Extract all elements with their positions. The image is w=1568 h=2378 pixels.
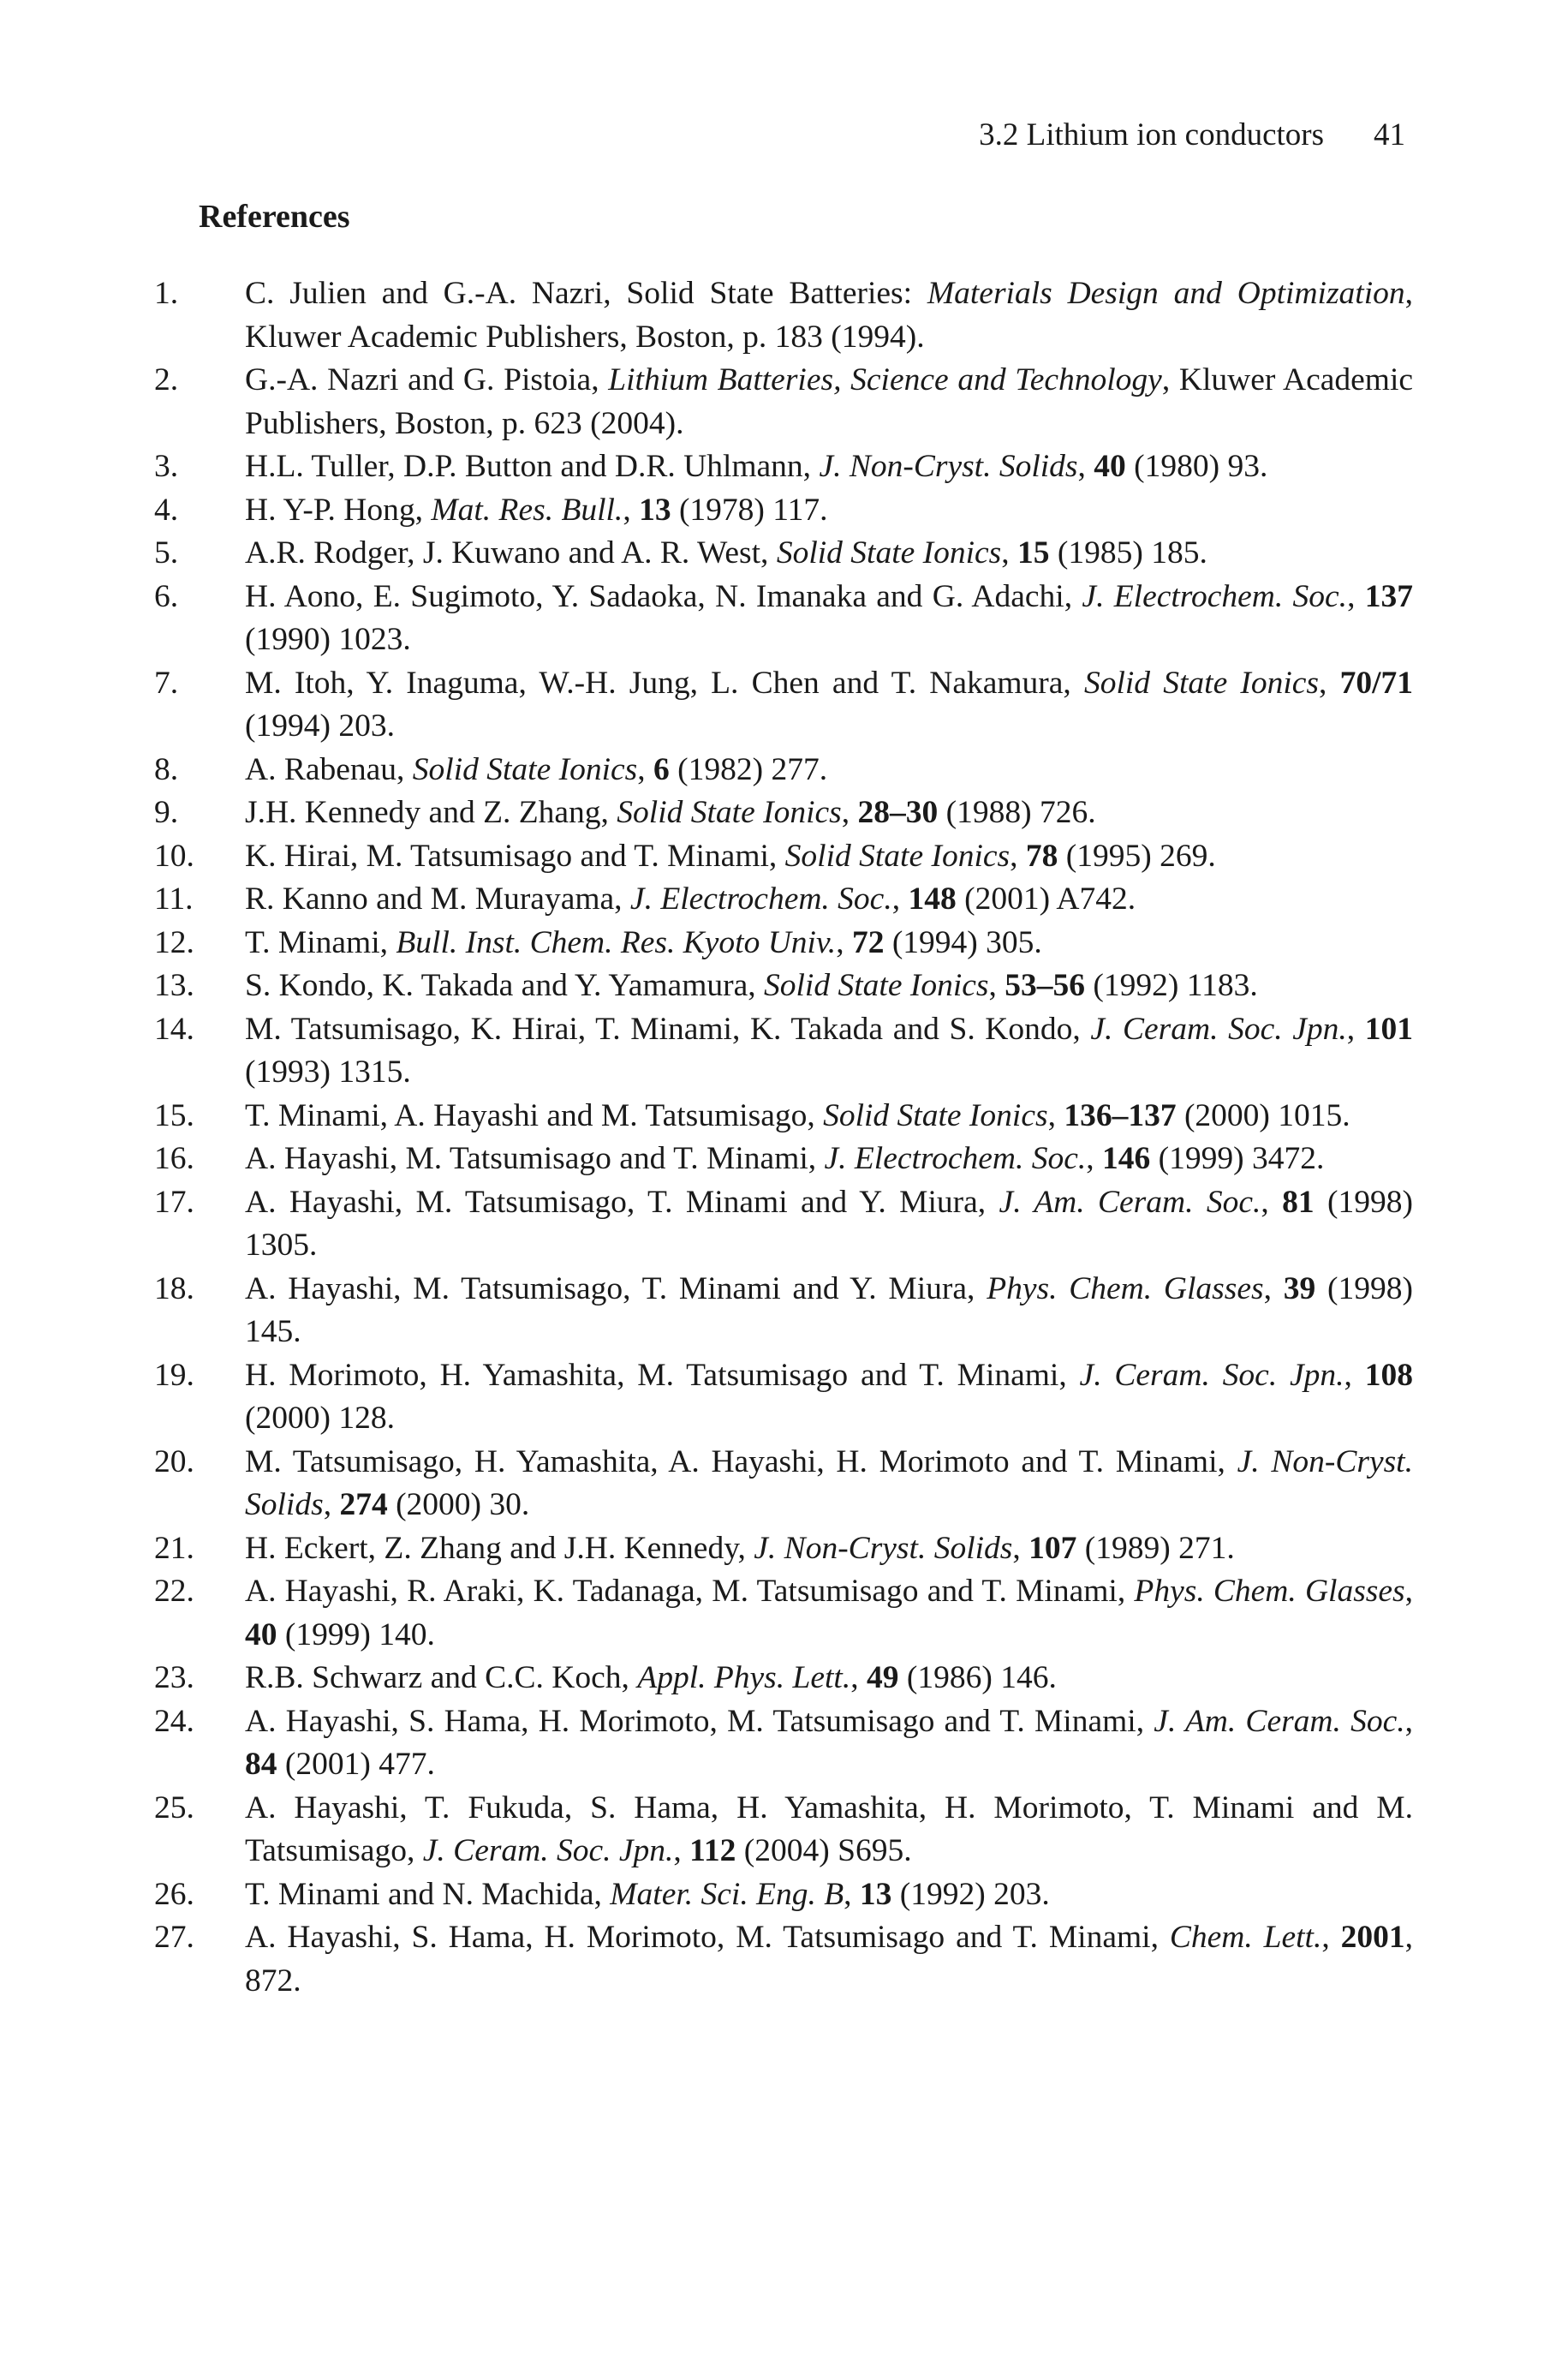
reference-segment: , (1319, 665, 1340, 701)
reference-source-title: Solid State Ionics (1083, 665, 1320, 701)
reference-volume: 53–56 (1005, 968, 1085, 1003)
reference-source-title: J. Electrochem. Soc. (1082, 578, 1348, 614)
reference-source-title: J. Am. Ceram. Soc. (999, 1184, 1261, 1220)
reference-item (154, 1441, 1413, 1527)
reference-number: 21. (154, 1530, 194, 1566)
reference-item (154, 1181, 1413, 1268)
reference-volume: 15 (1017, 535, 1050, 571)
reference-segment: (1994) 203. (245, 708, 395, 744)
reference-text (245, 968, 1258, 1003)
reference-number: 16. (154, 1141, 194, 1176)
reference-item (154, 835, 1413, 879)
reference-source-title: Mater. Sci. Eng. B (610, 1876, 844, 1912)
reference-text (245, 1574, 1413, 1652)
reference-segment: (1988) 726. (938, 795, 1096, 830)
reference-segment: A. Rabenau, (245, 751, 413, 787)
reference-segment: (1980) 93. (1125, 449, 1268, 484)
reference-number: 14. (154, 1011, 194, 1047)
reference-source-title: J. Non-Cryst. Solids (754, 1530, 1013, 1566)
reference-segment: M. Tatsumisago, K. Hirai, T. Minami, K. Takada and S. Kondo, (245, 1011, 1091, 1047)
reference-segment: , (1001, 535, 1018, 571)
reference-item (154, 1657, 1413, 1700)
reference-source-title: Solid State Ionics (823, 1097, 1048, 1133)
reference-text (245, 449, 1267, 484)
reference-segment: , (988, 968, 1005, 1003)
reference-segment: , Kluwer Academic Publishers, Boston, p. 183 (1994). (245, 276, 1413, 355)
reference-segment: , (1404, 1703, 1413, 1739)
reference-number: 7. (154, 665, 179, 701)
reference-segment: R.B. Schwarz and C.C. Koch, (245, 1660, 638, 1695)
reference-segment: (2000) 1015. (1176, 1097, 1350, 1133)
reference-source-title: Phys. Chem. Glasses (1134, 1574, 1405, 1609)
reference-item (154, 792, 1413, 835)
reference-text (245, 795, 1096, 830)
reference-text (245, 362, 1413, 441)
reference-volume: 40 (245, 1616, 277, 1652)
reference-volume: 84 (245, 1747, 277, 1782)
reference-segment: , (637, 751, 653, 787)
reference-segment: , (841, 795, 858, 830)
references-heading: References (199, 199, 350, 235)
reference-volume: 101 (1364, 1011, 1414, 1047)
reference-source-title: Appl. Phys. Lett. (637, 1660, 851, 1695)
reference-segment: T. Minami and N. Machida, (245, 1876, 611, 1912)
reference-source-title: Phys. Chem. Glasses (987, 1270, 1264, 1306)
reference-segment: H.L. Tuller, D.P. Button and D.R. Uhlmann, (245, 449, 820, 484)
reference-number: 24. (154, 1703, 194, 1739)
reference-segment: , (1263, 1270, 1284, 1306)
reference-volume: 107 (1028, 1530, 1077, 1566)
reference-segment: G.-A. Nazri and G. Pistoia, (245, 362, 609, 397)
reference-item (154, 1095, 1413, 1138)
reference-source-title: J. Electrochem. Soc. (824, 1141, 1087, 1176)
reference-segment: (1986) 146. (898, 1660, 1057, 1695)
reference-source-title: Mat. Res. Bull. (431, 492, 623, 528)
reference-segment: A. Hayashi, S. Hama, H. Morimoto, M. Tatsumisago and T. Minami, (245, 1920, 1170, 1955)
reference-source-title: J. Ceram. Soc. Jpn. (1090, 1011, 1347, 1047)
reference-item (154, 1354, 1413, 1441)
reference-source-title: J. Am. Ceram. Soc. (1154, 1703, 1405, 1739)
reference-text (245, 1877, 1050, 1912)
reference-item (154, 922, 1413, 965)
reference-segment: (2001) 477. (277, 1747, 435, 1782)
reference-source-title: Solid State Ionics (776, 535, 1002, 571)
reference-number: 17. (154, 1184, 194, 1220)
reference-segment: (1995) 269. (1058, 838, 1216, 874)
reference-volume: 70/71 (1339, 665, 1414, 701)
reference-segment: T. Minami, (245, 924, 396, 960)
reference-item (154, 1138, 1413, 1181)
reference-item (154, 1916, 1413, 2003)
reference-number: 12. (154, 924, 194, 960)
page-number: 41 (1374, 117, 1405, 152)
reference-segment: (1998) 1305. (245, 1184, 1413, 1263)
reference-segment: A.R. Rodger, J. Kuwano and A. R. West, (245, 535, 777, 571)
reference-segment: (1998) 145. (245, 1270, 1414, 1349)
reference-segment: (2004) S695. (736, 1833, 912, 1868)
reference-volume: 13 (859, 1876, 892, 1912)
reference-segment: , (1404, 1574, 1414, 1609)
reference-number: 18. (154, 1270, 194, 1306)
reference-source-title: Solid State Ionics (412, 751, 638, 787)
reference-item (154, 1787, 1413, 1873)
reference-text (245, 925, 1042, 960)
reference-source-title: Lithium Batteries, Science and Technology (608, 362, 1162, 397)
reference-segment: (1985) 185. (1049, 535, 1207, 571)
reference-segment: , (1321, 1920, 1341, 1955)
reference-segment: , (1010, 838, 1026, 874)
reference-number: 19. (154, 1357, 194, 1393)
reference-volume: 39 (1283, 1270, 1316, 1306)
reference-number: 23. (154, 1660, 194, 1695)
reference-number: 15. (154, 1097, 194, 1133)
reference-segment: (1990) 1023. (245, 622, 411, 657)
reference-text (245, 535, 1207, 571)
reference-number: 22. (154, 1574, 194, 1609)
reference-segment: (2000) 128. (245, 1401, 395, 1436)
reference-volume: 112 (689, 1833, 736, 1868)
reference-item (154, 359, 1413, 445)
reference-text (245, 1790, 1413, 1869)
reference-item (154, 532, 1413, 576)
reference-segment: , (673, 1833, 690, 1868)
reference-segment: (1978) 117. (671, 492, 828, 528)
reference-text (245, 666, 1413, 744)
running-head-title: 3.2 Lithium ion conductors (979, 117, 1324, 152)
reference-item (154, 1008, 1413, 1095)
reference-segment: , Kluwer Academic Publishers, Boston, p. 623 (2004). (245, 362, 1414, 441)
reference-text (245, 1660, 1057, 1695)
reference-segment: , (623, 492, 640, 528)
reference-number: 3. (154, 449, 179, 484)
reference-text (245, 752, 827, 787)
reference-segment: , (1086, 1141, 1103, 1176)
reference-text (245, 1012, 1413, 1090)
reference-number: 4. (154, 492, 179, 528)
reference-item (154, 489, 1413, 533)
reference-text (245, 1185, 1413, 1264)
reference-segment: , (891, 881, 909, 917)
reference-source-title: J. Ceram. Soc. Jpn. (422, 1833, 674, 1868)
reference-segment: (1999) 3472. (1150, 1141, 1325, 1176)
reference-segment: , (1047, 1097, 1064, 1133)
reference-segment: M. Itoh, Y. Inaguma, W.-H. Jung, L. Chen and T. Nakamura, (245, 665, 1084, 701)
reference-text (245, 1920, 1413, 1999)
reference-number: 10. (154, 838, 194, 874)
reference-number: 2. (154, 362, 179, 397)
reference-item (154, 445, 1413, 489)
reference-volume: 81 (1282, 1184, 1315, 1220)
reference-segment: A. Hayashi, S. Hama, H. Morimoto, M. Tatsumisago and T. Minami, (245, 1703, 1154, 1739)
reference-segment: , (1344, 1357, 1365, 1393)
reference-segment: , 872. (245, 1920, 1414, 1999)
reference-source-title: Materials Design and Optimization (927, 276, 1405, 311)
reference-volume: 28–30 (857, 795, 939, 830)
reference-volume: 72 (851, 924, 885, 960)
reference-segment: (1999) 140. (277, 1616, 435, 1652)
reference-segment: (1992) 203. (891, 1876, 1050, 1912)
reference-number: 25. (154, 1789, 194, 1825)
reference-item (154, 662, 1413, 749)
reference-item (154, 1527, 1413, 1571)
reference-segment: H. Y-P. Hong, (245, 492, 432, 528)
reference-source-title: Bull. Inst. Chem. Res. Kyoto Univ. (396, 924, 837, 960)
reference-segment: T. Minami, A. Hayashi and M. Tatsumisago, (245, 1097, 824, 1133)
reference-text (245, 493, 828, 528)
reference-segment: , (1012, 1530, 1029, 1566)
reference-item (154, 878, 1413, 922)
reference-segment: A. Hayashi, R. Araki, K. Tadanaga, M. Tatsumisago and T. Minami, (245, 1574, 1135, 1609)
reference-item (154, 1873, 1413, 1917)
reference-volume: 40 (1094, 449, 1126, 484)
reference-number: 27. (154, 1920, 194, 1955)
reference-segment: (1989) 271. (1076, 1530, 1235, 1566)
reference-number: 26. (154, 1876, 194, 1912)
reference-number: 6. (154, 578, 179, 614)
reference-item (154, 1570, 1413, 1657)
reference-volume: 274 (339, 1487, 388, 1522)
reference-segment: H. Morimoto, H. Yamashita, M. Tatsumisago and T. Minami, (245, 1357, 1080, 1393)
reference-source-title: Solid State Ionics (617, 795, 842, 830)
reference-number: 9. (154, 795, 179, 830)
reference-number: 11. (154, 881, 194, 917)
reference-segment: A. Hayashi, T. Fukuda, S. Hama, H. Yamashita, H. Morimoto, T. Minami and M. Tatsumisago, (245, 1789, 1413, 1868)
reference-text (245, 1444, 1413, 1523)
reference-source-title: Solid State Ionics (764, 968, 989, 1003)
reference-segment: M. Tatsumisago, H. Yamashita, A. Hayashi, H. Morimoto and T. Minami, (245, 1443, 1237, 1479)
reference-segment: , (1347, 578, 1365, 614)
reference-source-title: J. Electrochem. Soc. (629, 881, 892, 917)
reference-item (154, 749, 1413, 792)
reference-segment: , (323, 1487, 340, 1522)
reference-volume: 49 (866, 1660, 899, 1695)
reference-volume: 108 (1364, 1357, 1413, 1393)
reference-volume: 6 (653, 751, 670, 787)
reference-list (154, 272, 1413, 2003)
reference-text (245, 1531, 1235, 1566)
reference-segment: S. Kondo, K. Takada and Y. Yamamura, (245, 968, 765, 1003)
reference-segment: H. Eckert, Z. Zhang and J.H. Kennedy, (245, 1530, 754, 1566)
reference-source-title: J. Ceram. Soc. Jpn. (1079, 1357, 1344, 1393)
reference-volume: 13 (639, 492, 671, 528)
reference-volume: 146 (1102, 1141, 1151, 1176)
reference-item (154, 272, 1413, 359)
reference-text (245, 1704, 1413, 1783)
reference-segment: K. Hirai, M. Tatsumisago and T. Minami, (245, 838, 785, 874)
reference-item (154, 1700, 1413, 1787)
reference-segment: , (844, 1876, 860, 1912)
reference-segment: , (1077, 449, 1094, 484)
reference-segment: , (1346, 1011, 1365, 1047)
reference-segment: (1993) 1315. (245, 1055, 411, 1090)
reference-text (245, 1271, 1413, 1350)
reference-text (245, 579, 1413, 658)
reference-text (245, 276, 1413, 355)
reference-source-title: J. Non-Cryst. Solids (245, 1443, 1413, 1522)
reference-number: 1. (154, 276, 179, 311)
reference-item (154, 965, 1413, 1008)
reference-item (154, 576, 1413, 662)
reference-segment: R. Kanno and M. Murayama, (245, 881, 630, 917)
reference-segment: A. Hayashi, M. Tatsumisago and T. Minami, (245, 1141, 825, 1176)
reference-number: 20. (154, 1443, 194, 1479)
reference-item (154, 1268, 1413, 1354)
reference-segment: , (850, 1660, 867, 1695)
reference-number: 13. (154, 968, 194, 1003)
reference-segment: H. Aono, E. Sugimoto, Y. Sadaoka, N. Imanaka and G. Adachi, (245, 578, 1082, 614)
reference-segment: , (1261, 1184, 1283, 1220)
reference-source-title: J. Non-Cryst. Solids (819, 449, 1078, 484)
reference-number: 5. (154, 535, 179, 571)
running-head (979, 117, 1405, 154)
reference-volume: 148 (908, 881, 957, 917)
reference-segment: C. Julien and G.-A. Nazri, Solid State Batteries: (245, 276, 927, 311)
reference-volume: 2001 (1340, 1920, 1405, 1955)
reference-text (245, 1141, 1324, 1176)
reference-volume: 136–137 (1064, 1097, 1177, 1133)
reference-segment: (1982) 277. (669, 751, 828, 787)
reference-volume: 137 (1364, 578, 1413, 614)
reference-segment: A. Hayashi, M. Tatsumisago, T. Minami and Y. Miura, (245, 1184, 999, 1220)
reference-source-title: Chem. Lett. (1169, 1920, 1322, 1955)
reference-segment: (2000) 30. (387, 1487, 530, 1522)
reference-text (245, 1098, 1350, 1133)
reference-segment: J.H. Kennedy and Z. Zhang, (245, 795, 617, 830)
reference-text (245, 839, 1216, 874)
reference-text (245, 1358, 1413, 1437)
reference-source-title: Solid State Ionics (784, 838, 1011, 874)
reference-volume: 78 (1025, 838, 1058, 874)
reference-segment: (1994) 305. (884, 924, 1042, 960)
reference-text (245, 881, 1136, 917)
reference-segment: A. Hayashi, M. Tatsumisago, T. Minami and Y. Miura, (245, 1270, 987, 1306)
reference-segment: , (836, 924, 852, 960)
reference-number: 8. (154, 751, 179, 787)
reference-segment: (2001) A742. (956, 881, 1136, 917)
reference-segment: (1992) 1183. (1084, 968, 1258, 1003)
